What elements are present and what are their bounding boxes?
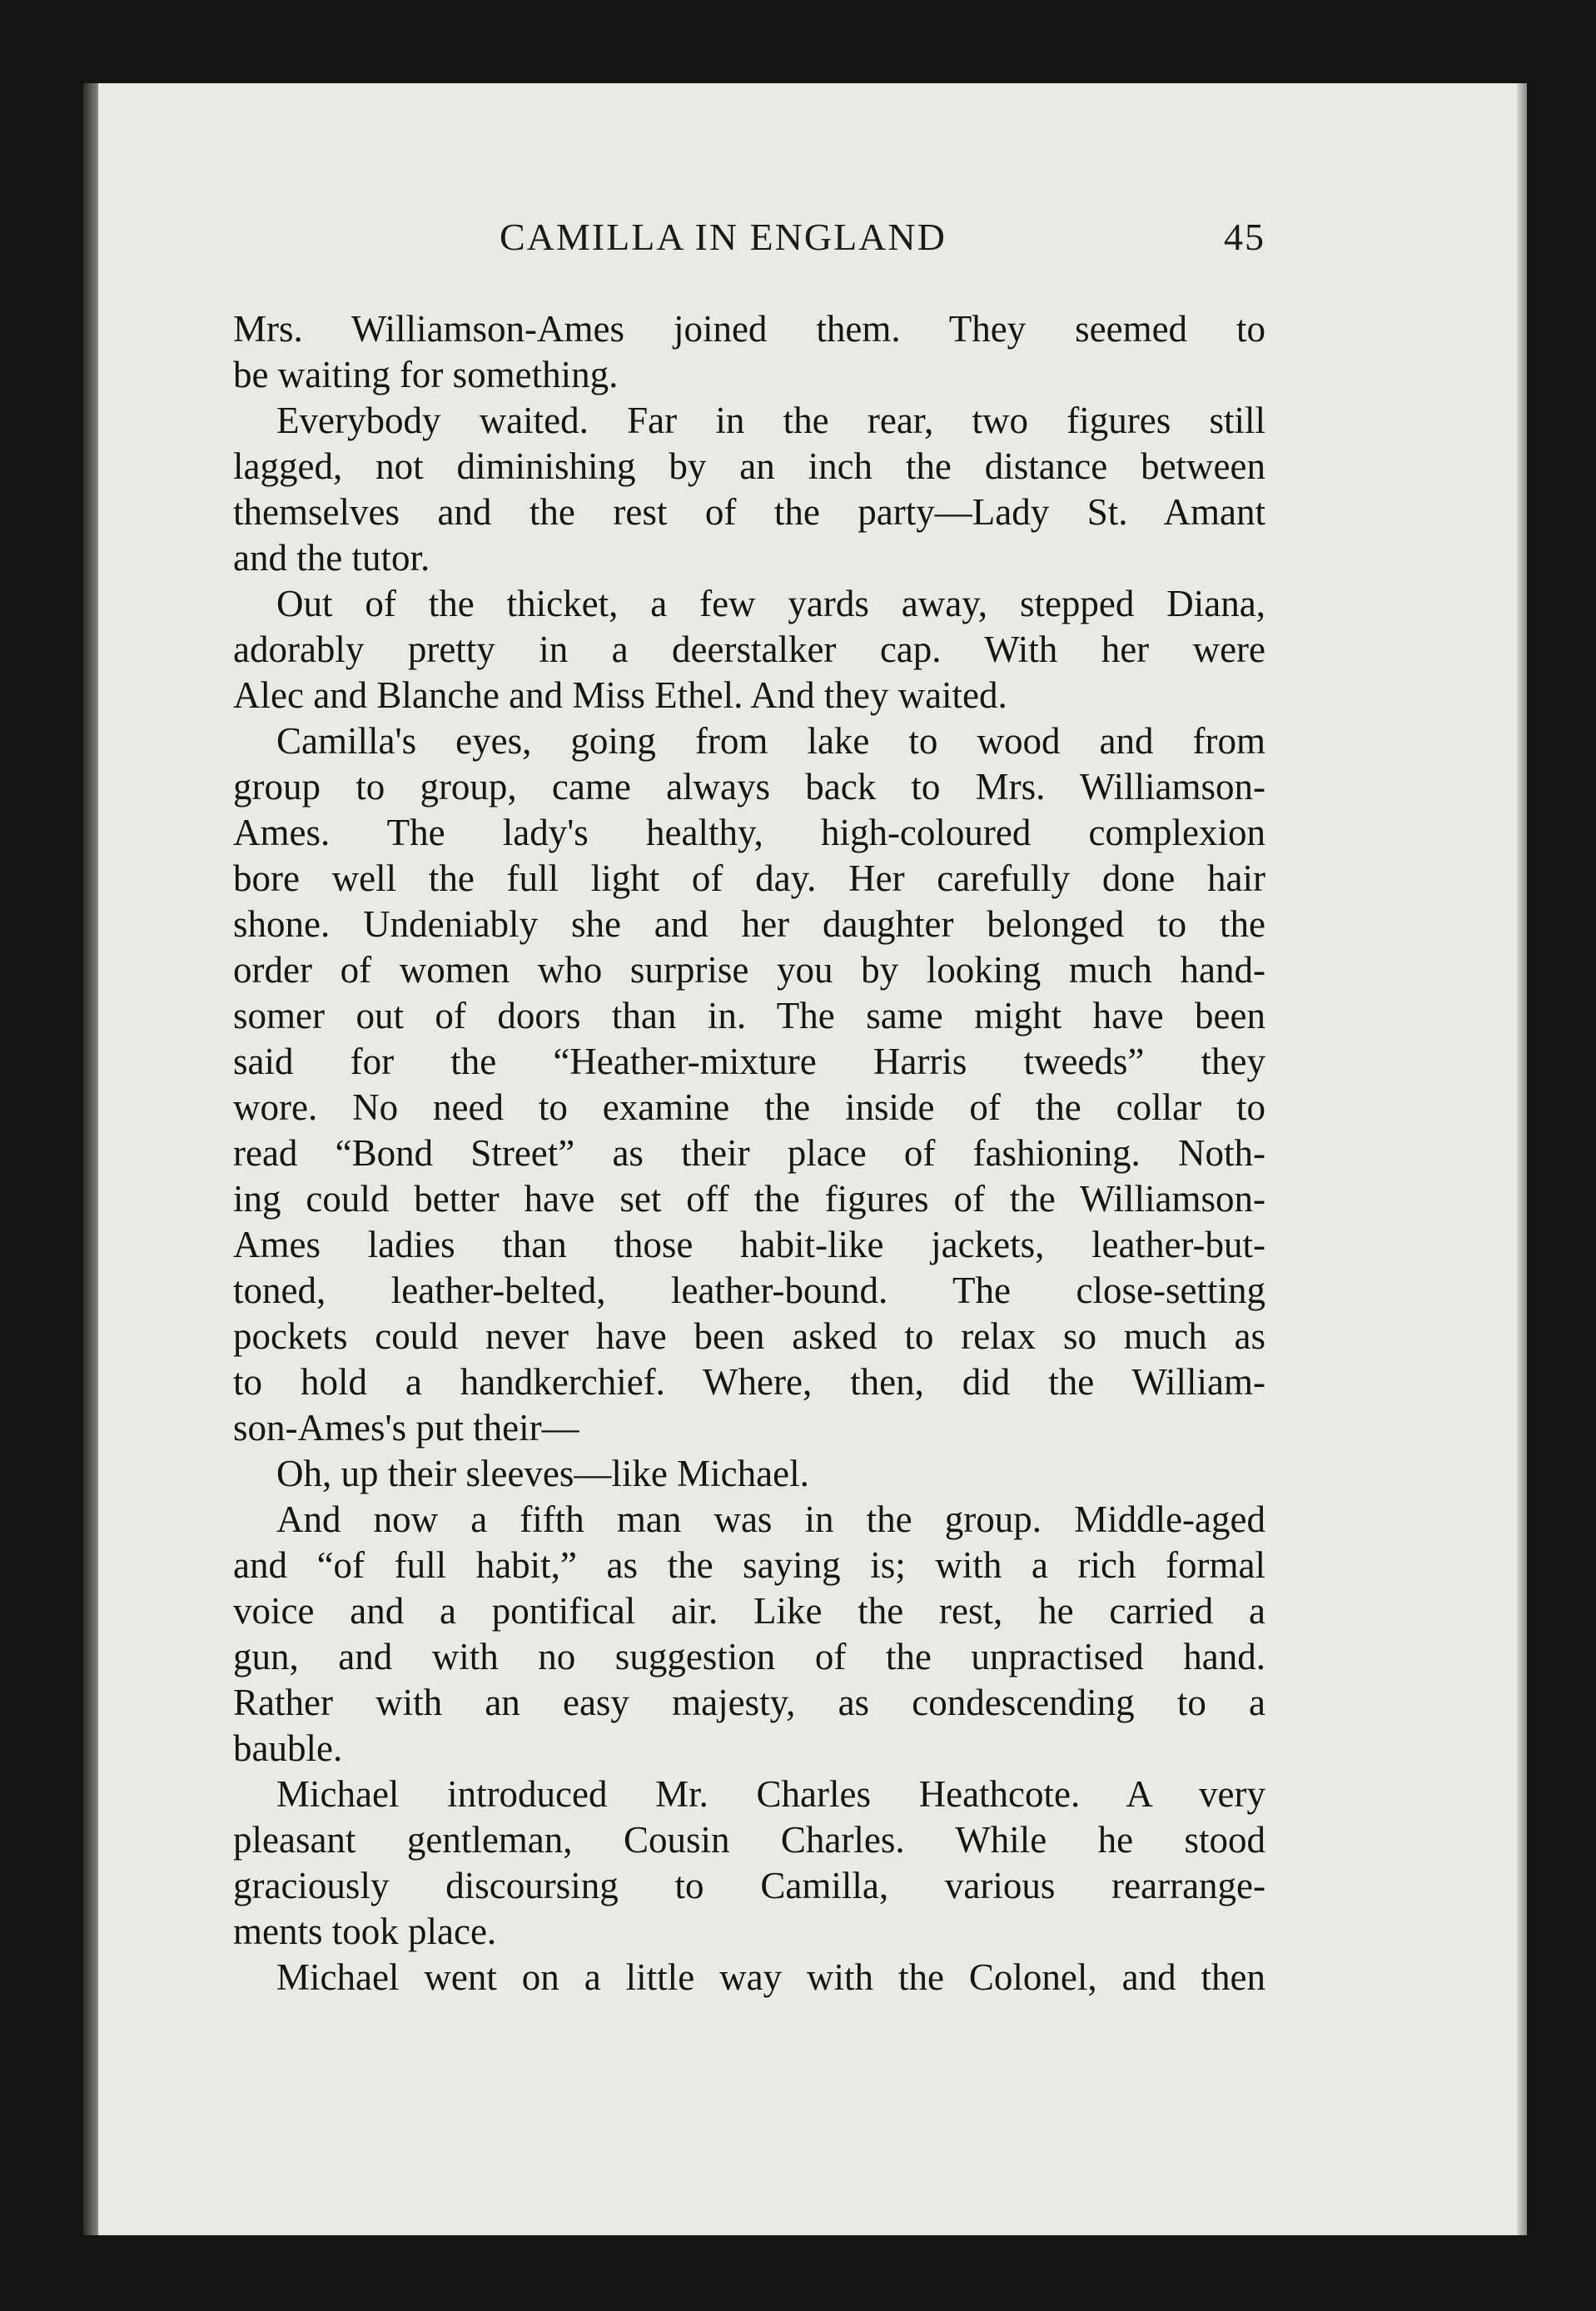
text-line: toned, leather-belted, leather-bound. The close-setting [233, 1270, 1265, 1311]
text-line: and the tutor. [233, 537, 430, 579]
running-head-title: CAMILLA IN ENGLAND [500, 216, 947, 258]
text-line: gun, and with no suggestion of the unpractised hand. [233, 1636, 1265, 1677]
text-line: voice and a pontifical air. Like the rest, he carried a [233, 1590, 1265, 1632]
text-line: themselves and the rest of the party—Lady St. Amant [233, 491, 1265, 533]
text-line: Camilla's eyes, going from lake to wood and from [276, 720, 1265, 762]
text-line: Alec and Blanche and Miss Ethel. And they waited. [233, 674, 1007, 716]
text-line: to hold a handkerchief. Where, then, did the William- [233, 1361, 1265, 1403]
text-line: read “Bond Street” as their place of fashioning. Noth- [233, 1132, 1265, 1174]
page-number: 45 [1224, 216, 1265, 258]
text-line: Out of the thicket, a few yards away, stepped Diana, [276, 583, 1265, 624]
text-line: lagged, not diminishing by an inch the distance between [233, 445, 1265, 487]
text-line: ing could better have set off the figures of the Williamson- [233, 1178, 1265, 1220]
text-line: and “of full habit,” as the saying is; with a rich formal [233, 1544, 1265, 1586]
text-line: Oh, up their sleeves—like Michael. [276, 1453, 809, 1494]
text-line: bauble. [233, 1727, 343, 1769]
text-line: group to group, came always back to Mrs. Williamson- [233, 766, 1265, 808]
text-line: Mrs. Williamson-Ames joined them. They seemed to [233, 308, 1265, 350]
text-line: Michael introduced Mr. Charles Heathcote. A very [276, 1773, 1265, 1815]
page-edge [1517, 83, 1527, 2235]
running-head [233, 215, 1265, 273]
text-line: graciously discoursing to Camilla, various rearrange- [233, 1865, 1265, 1906]
body-text [233, 306, 1265, 2000]
text-line: wore. No need to examine the inside of the collar to [233, 1086, 1265, 1128]
text-line: somer out of doors than in. The same might have been [233, 995, 1265, 1036]
text-line: And now a fifth man was in the group. Middle-aged [276, 1498, 1265, 1540]
text-line: bore well the full light of day. Her carefully done hair [233, 857, 1265, 899]
text-line: be waiting for something. [233, 354, 619, 395]
text-line: pockets could never have been asked to relax so much as [233, 1315, 1265, 1357]
text-line: ments took place. [233, 1911, 497, 1952]
text-line: order of women who surprise you by looking much hand- [233, 949, 1265, 991]
text-line: adorably pretty in a deerstalker cap. With her were [233, 629, 1265, 670]
text-line: Rather with an easy majesty, as condescending to a [233, 1682, 1265, 1723]
text-line: Ames ladies than those habit-like jackets, leather-but- [233, 1224, 1265, 1265]
text-line: Michael went on a little way with the Colonel, and then [276, 1956, 1265, 1998]
text-line: said for the “Heather-mixture Harris tweeds” they [233, 1041, 1265, 1082]
text-line: Everybody waited. Far in the rear, two figures still [276, 400, 1265, 441]
text-line: son-Ames's put their— [233, 1407, 579, 1449]
text-line: shone. Undeniably she and her daughter belonged to the [233, 903, 1265, 945]
text-line: pleasant gentleman, Cousin Charles. While he stood [233, 1819, 1265, 1861]
text-line: Ames. The lady's healthy, high-coloured complexion [233, 812, 1265, 853]
